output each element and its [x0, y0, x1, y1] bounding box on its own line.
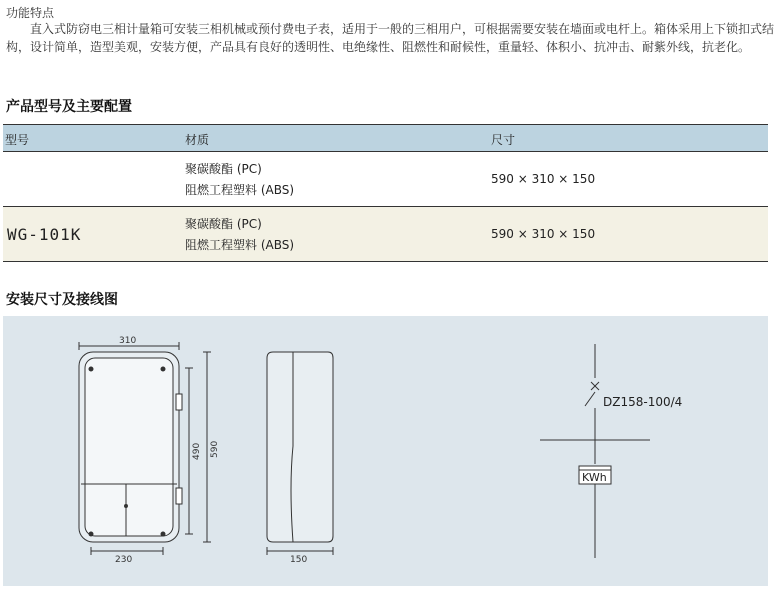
row-material-1: 聚碳酸酯 (PC) [185, 162, 262, 176]
side-body [267, 352, 333, 542]
row-model: WG-101K [7, 225, 82, 244]
features-text: 直入式防窃电三相计量箱可安装三相机械或预付费电子表，适用于一般的三相用户，可根据需要安装在墙面或电杆上。箱体采用上下锁扣式结构，设计简单，造型美观，安装方便，产品具有良好的透明性、电绝缘性、阻燃性和耐候性，重量轻、体积小、抗冲击、耐紫外线，抗老化。 [6, 22, 775, 54]
header-material: 材质 [185, 133, 210, 147]
drawing-area [3, 316, 768, 586]
row-material-2: 阻燃工程塑料 (ABS) [185, 238, 295, 252]
table-header [3, 124, 768, 152]
row-material-1: 聚碳酸酯 (PC) [185, 217, 262, 231]
screw-hole [161, 532, 165, 536]
side-view [267, 352, 333, 555]
header-model: 型号 [5, 133, 30, 147]
breaker-switch [585, 392, 595, 406]
header-size: 尺寸 [491, 133, 516, 147]
meter-label: KWh [582, 471, 607, 484]
dim-height: 590 [210, 440, 220, 458]
dim-depth: 150 [290, 555, 308, 565]
dim-inner-height: 490 [192, 442, 202, 460]
models-section-title: 产品型号及主要配置 [6, 99, 132, 115]
table-row [3, 152, 768, 207]
row-size: 590 × 310 × 150 [491, 227, 596, 241]
screw-hole [89, 367, 93, 371]
latch [176, 394, 182, 410]
latch [176, 488, 182, 504]
row-material-2: 阻燃工程塑料 (ABS) [185, 183, 295, 197]
breaker-label: DZ158-100/4 [603, 395, 683, 409]
models-table [3, 124, 768, 262]
screw-hole [161, 367, 165, 371]
installation-drawing [3, 316, 768, 586]
screw-hole [89, 532, 93, 536]
drawing-section-title: 安装尺寸及接线图 [6, 292, 118, 308]
table-row [3, 207, 768, 262]
dim-width: 310 [119, 336, 137, 346]
dim-mount-width: 230 [115, 555, 133, 565]
box-inner [85, 358, 173, 536]
wiring-diagram [540, 344, 650, 558]
row-size: 590 × 310 × 150 [491, 172, 596, 186]
features-title: 功能特点 [6, 6, 55, 20]
